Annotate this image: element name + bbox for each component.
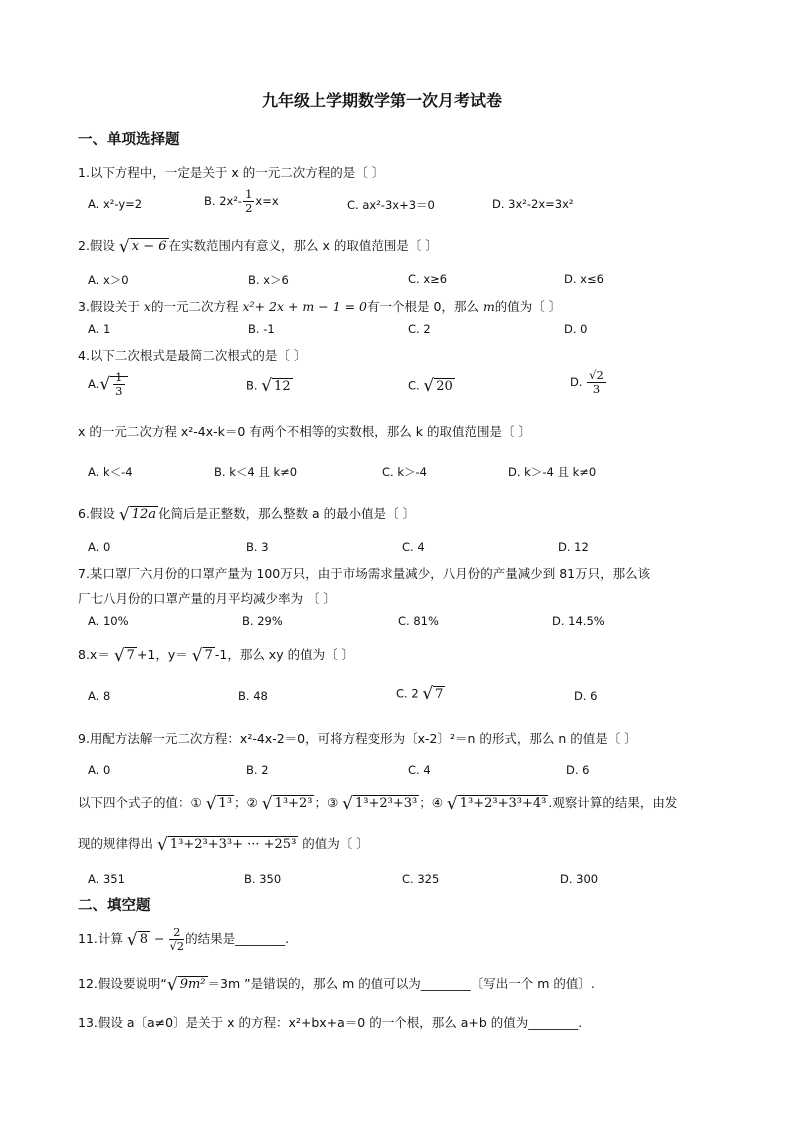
q5-option-b: B. k＜4 且 k≠0: [214, 465, 298, 479]
q1-option-c: C. ax²-3x+3＝0: [347, 198, 435, 212]
q2-option-b: B. x＞6: [248, 273, 289, 287]
q2-option-a: A. x＞0: [88, 273, 129, 287]
q10-option-c: C. 325: [402, 872, 440, 886]
q4-option-c: C. √ 20: [408, 376, 453, 396]
q4-option-d: D. $\frac{√2}{3}$: [570, 368, 604, 396]
q7-option-a: A. 10%: [88, 614, 129, 628]
q9-option-a: A. 0: [88, 763, 111, 777]
question-5-stem: x 的一元二次方程 x²-4x-k＝0 有两个不相等的实数根，那么 k 的取值范围是〔 〕: [78, 424, 531, 439]
q8-option-a: A. 8: [88, 689, 111, 703]
q1-option-a: A. x²-y=2: [88, 197, 143, 211]
q1-option-b: B. 2x²- $\frac{1}{2}$ x=x: [204, 187, 279, 215]
q10-option-a: A. 351: [88, 872, 125, 886]
q2-option-c: C. x≥6: [408, 272, 448, 286]
page-title: 九年级上学期数学第一次月考试卷: [262, 91, 503, 110]
q5-option-c: C. k＞-4: [382, 465, 427, 479]
q3-option-d: D. 0: [564, 322, 588, 336]
question-12-stem: 12.假设要说明“√ 9m² ＝3m ”是错误的，那么 m 的值可以为________〔写出一个 m 的值〕.: [78, 974, 595, 995]
section-heading-choice: 一、单项选择题: [78, 132, 180, 148]
question-9-stem: 9.用配方法解一元二次方程：x²-4x-2＝0，可将方程变形为〔x-2〕²＝n 的形式，那么 n 的值是〔 〕: [78, 731, 637, 746]
q8-option-b: B. 48: [238, 689, 268, 703]
q1-option-d: D. 3x²-2x=3x²: [492, 197, 574, 211]
q5-option-d: D. k＞-4 且 k≠0: [508, 465, 597, 479]
q2-option-d: D. x≤6: [564, 272, 604, 286]
question-3-stem: 3.假设关于 x的一元二次方程 x²+ 2x + m − 1 = 0有一个根是 0，那么 m的值为〔 〕: [78, 299, 562, 314]
q3-option-c: C. 2: [408, 322, 431, 336]
q3-option-a: A. 1: [88, 322, 111, 336]
q7-option-d: D. 14.5%: [552, 614, 605, 628]
question-7-line-2: 厂七八月份的口罩产量的月平均减少率为 〔 〕: [78, 591, 336, 606]
q10-option-d: D. 300: [560, 872, 599, 886]
q5-option-a: A. k＜-4: [88, 465, 133, 479]
question-2-stem: 2.假设 √ x − 6 在实数范围内有意义，那么 x 的取值范围是〔 〕: [78, 236, 438, 257]
q6-option-d: D. 12: [558, 540, 589, 554]
q9-option-d: D. 6: [566, 763, 590, 777]
q9-option-b: B. 2: [246, 763, 269, 777]
q10-option-b: B. 350: [244, 872, 282, 886]
q8-option-d: D. 6: [574, 689, 598, 703]
question-8-stem: 8.x＝ √ 7 +1，y＝ √ 7 -1，那么 xy 的值为〔 〕: [78, 645, 355, 666]
section-heading-fill: 二、填空题: [78, 898, 151, 914]
q4-option-a: A.√ $\frac{1}{3}$: [88, 371, 128, 398]
question-7-line-1: 7.某口罩厂六月份的口罩产量为 100万只，由于市场需求量减少，八月份的产量减少到 81万只，那么该: [78, 566, 651, 581]
q4-option-b: B. √ 12: [246, 376, 291, 396]
q8-option-c: C. 2 √ 7: [396, 684, 444, 704]
q6-option-b: B. 3: [246, 540, 269, 554]
q3-option-b: B. -1: [248, 322, 275, 336]
q9-option-c: C. 4: [408, 763, 431, 777]
question-11-stem: 11.计算 √ 8 − $\frac{2}{√2}$ 的结果是________.: [78, 925, 290, 953]
question-6-stem: 6.假设 √ 12a 化简后是正整数，那么整数 a 的最小值是〔 〕: [78, 504, 416, 525]
question-10-line-1: 以下四个式子的值：① √ 1³ ；② √ 1³+2³ ；③ √ 1³+2³+3³ ；④ √ 1³+2³+3³+4³ .观察计算的结果，由发: [78, 793, 678, 814]
q7-option-c: C. 81%: [398, 614, 439, 628]
question-4-stem: 4.以下二次根式是最简二次根式的是〔 〕: [78, 348, 307, 363]
q7-option-b: B. 29%: [242, 614, 283, 628]
q6-option-c: C. 4: [402, 540, 425, 554]
q6-option-a: A. 0: [88, 540, 111, 554]
question-13-stem: 13.假设 a〔a≠0〕是关于 x 的方程：x²+bx+a＝0 的一个根，那么 a+b 的值为________.: [78, 1015, 583, 1030]
question-10-line-2: 现的规律得出 √ 1³+2³+3³+ ··· +25³ 的值为〔 〕: [78, 834, 369, 855]
question-1-stem: 1.以下方程中，一定是关于 x 的一元二次方程的是〔 〕: [78, 165, 385, 180]
